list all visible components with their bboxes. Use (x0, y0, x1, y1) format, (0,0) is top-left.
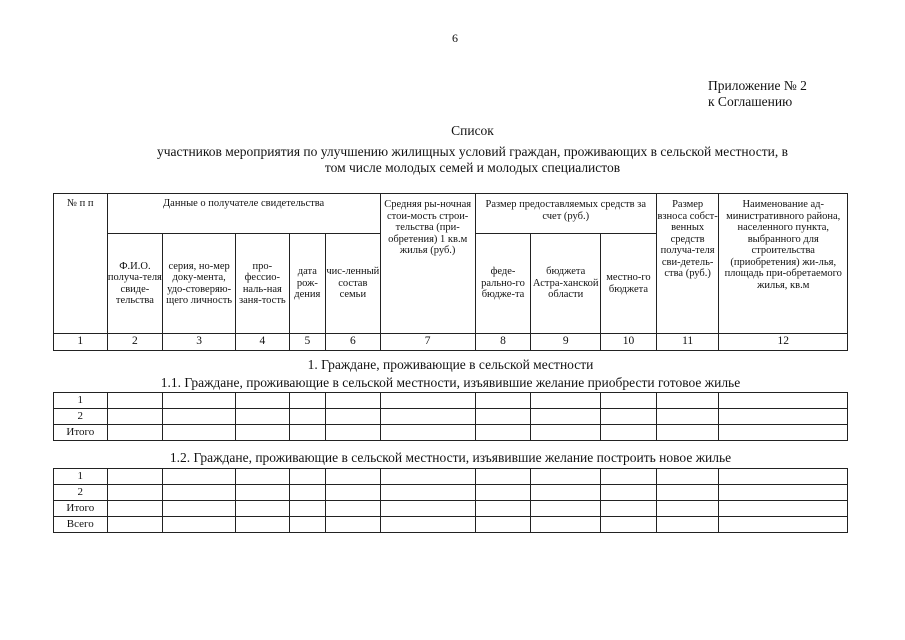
table-row (54, 393, 848, 409)
district-header: Наименование ад-министративного района, населенного пункта, выбранного для строительства (приобретения) жи-лья, площадь при-обретаемого жилья, кв.м (719, 194, 848, 334)
row-label: 2 (54, 409, 108, 425)
page-number: 6 (452, 31, 458, 45)
section-1-2-heading: 1.2. Граждане, проживающие в сельской местности, изъявившие желание построить новое жилье (169, 450, 732, 465)
appendix-line2: к Соглашению (708, 94, 793, 109)
avg-cost-header: Средняя ры-ночная стои-мость строи-тельства (при-обретения) 1 кв.м жилья (руб.) (380, 194, 475, 334)
column-number: 1 (54, 334, 108, 351)
column-number: 12 (719, 334, 848, 351)
row-label: 2 (54, 485, 108, 501)
column-numbers-row (54, 334, 848, 351)
column-number: 10 (601, 334, 657, 351)
column-number: 2 (107, 334, 163, 351)
column-number: 5 (289, 334, 325, 351)
column-number: 11 (656, 334, 719, 351)
recipient-data-header: Данные о получателе свидетельства (107, 194, 380, 234)
own-funds-header: Размер взноса собст-венных средств получа-теля сви-детель-ства (руб.) (656, 194, 719, 334)
series-header: серия, но-мер доку-мента, удо-стоверяю-щего личность (163, 234, 236, 334)
table-row-total (54, 501, 848, 517)
regional-budget-header: бюджета Астра-ханской области (531, 234, 601, 334)
table-row-total (54, 425, 848, 441)
profession-header: про-фессио-наль-ная заня-тость (236, 234, 290, 334)
title-line2: участников мероприятия по улучшению жилищных условий граждан, проживающих в сельской местности, в (157, 144, 788, 159)
appendix-line1: Приложение № 2 (708, 78, 807, 93)
row-label: 1 (54, 393, 108, 409)
fio-header: Ф.И.О. получа-теля свиде-тельства (107, 234, 163, 334)
section-1-heading: 1. Граждане, проживающие в сельской местности (307, 357, 594, 372)
section-1-1-table (53, 392, 848, 441)
row-label: 1 (54, 469, 108, 485)
appendix-label (708, 78, 807, 110)
funds-header: Размер предоставляемых средств за счет (руб.) (475, 194, 656, 234)
header-table (53, 193, 848, 351)
row-label: Всего (54, 517, 108, 533)
column-number: 3 (163, 334, 236, 351)
column-number: 4 (236, 334, 290, 351)
local-budget-header: местно-го бюджета (601, 234, 657, 334)
title-line3: том числе молодых семей и молодых специалистов (324, 160, 621, 175)
row-label: Итого (54, 501, 108, 517)
col-number-header: № п п (54, 194, 108, 334)
table-row (54, 409, 848, 425)
title-line1: Список (451, 123, 494, 138)
federal-budget-header: феде-рально-го бюдже-та (475, 234, 531, 334)
row-label: Итого (54, 425, 108, 441)
column-number: 7 (380, 334, 475, 351)
column-number: 9 (531, 334, 601, 351)
column-number: 6 (326, 334, 381, 351)
section-1-1-heading: 1.1. Граждане, проживающие в сельской местности, изъявившие желание приобрести готовое жилье (160, 375, 741, 390)
table-row (54, 485, 848, 501)
column-number: 8 (475, 334, 531, 351)
table-row (54, 469, 848, 485)
table-row-grand-total (54, 517, 848, 533)
family-size-header: чис-ленный состав семьи (326, 234, 381, 334)
birth-date-header: дата рож-дения (289, 234, 325, 334)
document-title (100, 123, 845, 176)
section-1-2-table (53, 468, 848, 533)
